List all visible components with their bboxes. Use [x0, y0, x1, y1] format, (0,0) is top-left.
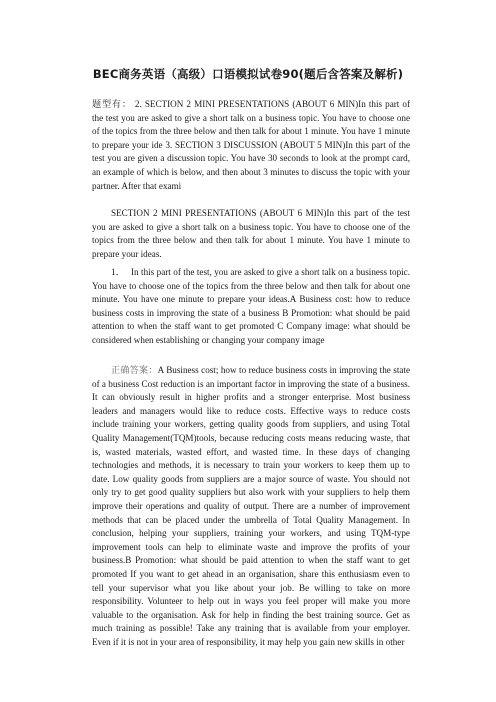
answer-paragraph	[92, 364, 410, 649]
question-1	[92, 266, 410, 348]
question-types-label: 题型有：	[92, 99, 132, 109]
section-instructions: SECTION 2 MINI PRESENTATIONS (ABOUT 6 MIN)In this part of the test you are asked to give a short talk on a business topic. You have to choose one of the topics from the three below and then talk for about 1 minute. You have 1 minute to prepare your ideas.	[92, 208, 410, 259]
answer-label: 正确答案：	[111, 365, 158, 375]
document-title: BEC商务英语（高级）口语模拟试卷90(题后含答案及解析)	[92, 67, 404, 81]
question-types-text: 2. SECTION 2 MINI PRESENTATIONS (ABOUT 6 MIN)In this part of the test you are asked to give a short talk on a business topic. You have to choose one of the topics from the three below and then talk for about 1 minute. You have 1 minute to prepare your ide 3. SECTION 3 DISCUSSION (ABOUT 5 MIN)In this part of the test you are given a discussion topic. You have 30 seconds to look at the prompt card, an example of which is below, and then about 3 minutes to discuss the topic with your partner. After that exami	[92, 99, 411, 191]
question-number: 1．	[111, 267, 125, 277]
question-text: In this part of the test, you are asked to give a short talk on a business topic. You have to choose one of the topics from the three below and then talk for about one minute. You have one minute to prepare your ideas.A Business cost: how to reduce business costs in improving the state of a business B Promotion: what should be paid attention to when the staff want to get promoted C Company image: what should be considered when establishing or changing your company image	[92, 267, 411, 345]
answer-text: A Business cost; how to reduce business costs in improving the state of a business Cost reduction is an important factor in improving the state of a business. It can obviously result in higher profits and a stronger enterprise. Most business leaders and managers would like to reduce costs. Effective ways to reduce costs include training your workers, getting quality goods from suppliers, and using Total Quality Management(TQM)tools, because reducing costs means reducing waste, that is, wasted materials, wasted effort, and wasted time. In these days of changing technologies and methods, it is necessary to train your workers to keep them up to date. Low quality goods from suppliers are a major source of waste. You should not only try to get good quality suppliers but also work with your suppliers to help them improve their operations and quality of output. There are a number of improvement methods that can be placed under the umbrella of Total Quality Management. In conclusion, helping your suppliers, training your workers, and using TQM-type improvement tools can help to eliminate waste and improve the profits of your business.B Promotion: what should be paid attention to when the staff want to get promoted If you want to get ahead in an organisation, share this enthusiasm even to tell your supervisor what you like about your job. Be willing to take on more responsibility. Volunteer to help out in ways you feel proper will make you more valuable to the organisation. Ask for help in finding the best training source. Get as much training as possible! Take any training that is available from your employer. Even if it is not in your area of responsibility, it may help you gain new skills in other	[92, 365, 411, 647]
question-types-paragraph	[92, 98, 410, 193]
